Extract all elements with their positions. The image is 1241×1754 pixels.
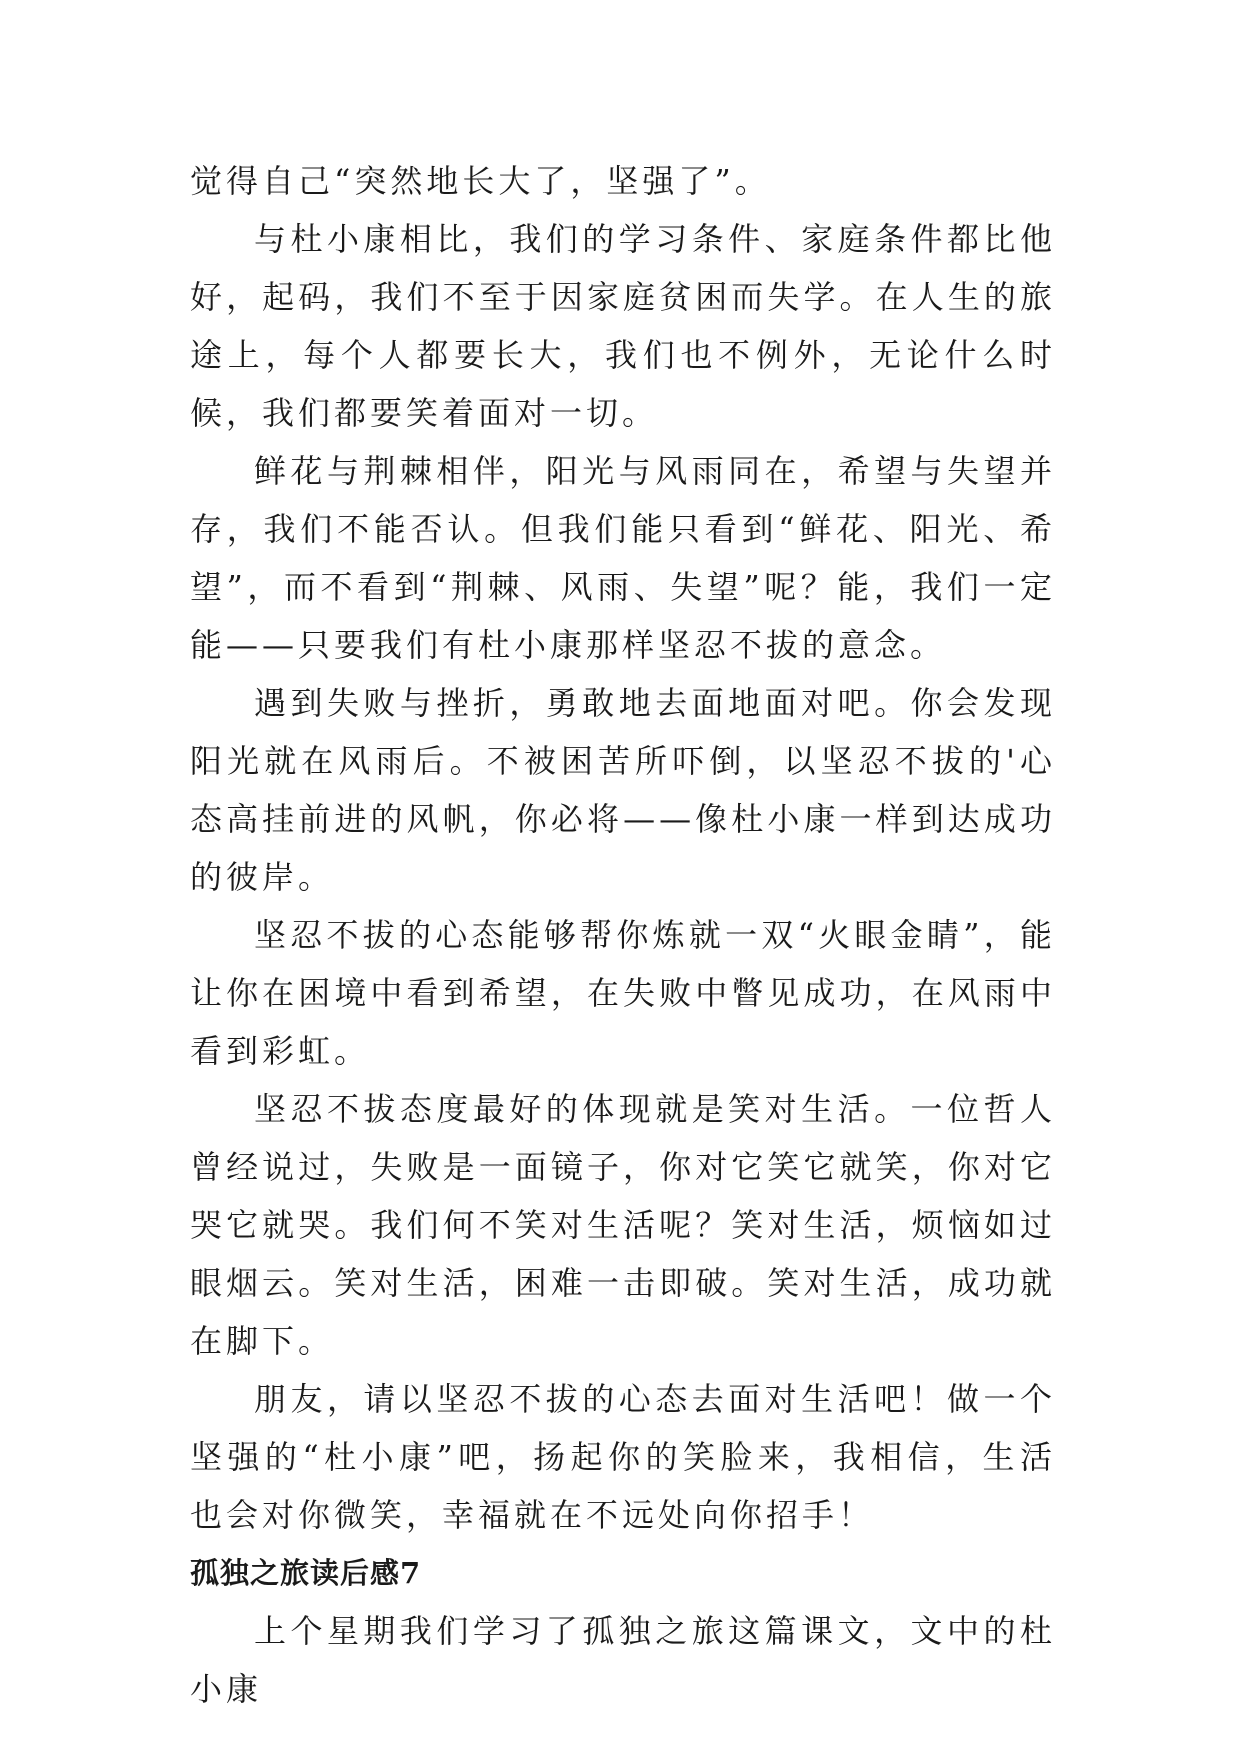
section-heading: 孤独之旅读后感7 bbox=[190, 1556, 422, 1590]
paragraph-1: 觉得自己“突然地长大了，坚强了”。 bbox=[190, 162, 771, 200]
paragraph-5: 坚忍不拔的心态能够帮你炼就一双“火眼金睛”，能让你在困境中看到希望，在失败中瞥见成功，在风雨中看到彩虹。 bbox=[190, 916, 1056, 1070]
paragraph-3: 鲜花与荆棘相伴，阳光与风雨同在，希望与失望并存，我们不能否认。但我们能只看到“鲜花、阳光、希望”，而不看到“荆棘、风雨、失望”呢？能，我们一定能——只要我们有杜小康那样坚忍不拔的意念。 bbox=[190, 452, 1056, 664]
document-body bbox=[190, 152, 1056, 1718]
paragraph-6: 坚忍不拔态度最好的体现就是笑对生活。一位哲人曾经说过，失败是一面镜子，你对它笑它就笑，你对它哭它就哭。我们何不笑对生活呢？笑对生活，烦恼如过眼烟云。笑对生活，困难一击即破。笑对生活，成功就在脚下。 bbox=[190, 1090, 1056, 1360]
paragraph-4: 遇到失败与挫折，勇敢地去面地面对吧。你会发现阳光就在风雨后。不被困苦所吓倒，以坚忍不拔的'心态高挂前进的风帆，你必将——像杜小康一样到达成功的彼岸。 bbox=[190, 684, 1056, 896]
paragraph-2: 与杜小康相比，我们的学习条件、家庭条件都比他好，起码，我们不至于因家庭贫困而失学。在人生的旅途上，每个人都要长大，我们也不例外，无论什么时候，我们都要笑着面对一切。 bbox=[190, 220, 1056, 432]
paragraph-7: 朋友，请以坚忍不拔的心态去面对生活吧！做一个坚强的“杜小康”吧，扬起你的笑脸来，我相信，生活也会对你微笑，幸福就在不远处向你招手！ bbox=[190, 1380, 1056, 1534]
paragraph-final: 上个星期我们学习了孤独之旅这篇课文，文中的杜小康 bbox=[190, 1612, 1056, 1708]
